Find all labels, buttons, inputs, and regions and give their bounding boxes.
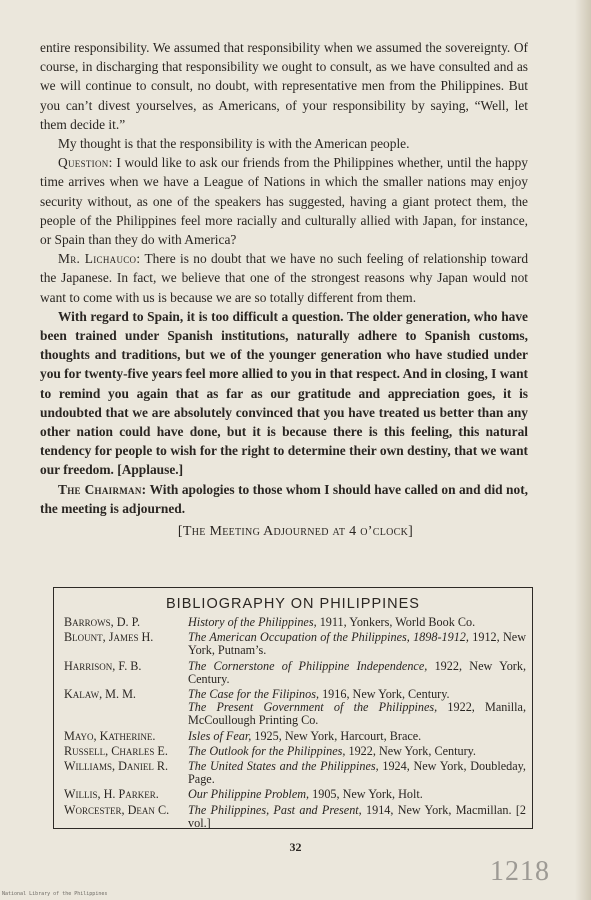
bibliography-author: Worcester, Dean C. xyxy=(64,802,170,817)
bibliography-entry xyxy=(64,688,526,728)
bibliography-author: Harrison, F. B. xyxy=(64,658,142,673)
work-title: Isles of Fear, xyxy=(188,728,252,743)
paragraph-chairman xyxy=(40,480,528,518)
page-number: 32 xyxy=(289,840,302,854)
bibliography-entry xyxy=(64,660,526,686)
bibliography-entry xyxy=(64,616,526,629)
bibliography-author: Kalaw, M. M. xyxy=(64,687,136,702)
bibliography-work xyxy=(188,745,526,758)
bibliography-entry xyxy=(64,745,526,758)
page-edge-shadow xyxy=(575,0,591,900)
bibliography-work xyxy=(188,730,526,743)
bibliography-works xyxy=(188,631,526,657)
bibliography-author: Blount, James H. xyxy=(64,630,154,645)
bibliography-works xyxy=(188,745,526,758)
paragraph-question xyxy=(40,153,528,249)
work-title: The Cornerstone of Philippine Independence, xyxy=(188,658,428,673)
bibliography-work xyxy=(188,788,526,801)
work-publication: 1916, New York, Century. xyxy=(319,687,450,702)
work-title: The United States and the Philippines, xyxy=(188,759,379,774)
bibliography-entry xyxy=(64,788,526,801)
bibliography-works xyxy=(188,788,526,801)
bibliography-author: Mayo, Katherine. xyxy=(64,728,156,743)
work-publication: 1912, New York, Putnam’s. xyxy=(188,630,527,658)
work-title: The Present Government of the Philippines, xyxy=(188,700,438,715)
speaker-lichauco: Mr. Lichauco: xyxy=(58,251,141,267)
paragraph-1: entire responsibility. We assumed that responsibility when we assumed the sovereignty. Of course, in discharging that responsibility we ought to consult, as we have consulted and as we will continue to consult, no doubt, with representative men from the Philippines. But you can’t divest yourselves, as Americans, of your responsibility by saying, “Well, let them decide it.” xyxy=(40,40,528,132)
meeting-adjourned-note: [The Meeting Adjourned at 4 o’clock] xyxy=(177,524,414,539)
bibliography-work xyxy=(188,804,526,830)
bibliography-works xyxy=(188,760,526,786)
paragraph-2: My thought is that the responsibility is with the American people. xyxy=(58,136,410,152)
bibliography-title: BIBLIOGRAPHY ON PHILIPPINES xyxy=(166,596,420,612)
work-title: The Case for the Filipinos, xyxy=(188,687,320,702)
work-title: The American Occupation of the Philippines, 1898-1912, xyxy=(188,630,469,645)
bibliography-author: Willis, H. Parker. xyxy=(64,787,159,802)
lichauco-text: There is no doubt that we have no such feeling of relationship toward the Japanese. In fact, we believe that one of the strongest reasons why Japan would not want to come with us is because we are so totally different from them. xyxy=(40,251,529,305)
work-publication: 1922, Manilla, McCoullough Printing Co. xyxy=(188,700,526,728)
work-title: The Philippines, Past and Present, xyxy=(188,802,362,817)
bibliography-author: Barrows, D. P. xyxy=(64,615,141,629)
bibliography-entry xyxy=(64,760,526,786)
work-title: Our Philippine Problem, xyxy=(188,787,310,802)
bibliography-entry xyxy=(64,730,526,743)
work-title: History of the Philippines, xyxy=(188,615,317,629)
bibliography-list xyxy=(64,616,526,832)
question-text: I would like to ask our friends from the Philippines whether, until the happy time arrives when we have a League of Nations in which the smaller nations may enjoy security without, as one of the speakers has suggested, having a giant protect them, the people of the Philippines feel more racially and culturally allied with Japan, for instance, or Spain than they do with America? xyxy=(40,155,529,248)
paragraph-spain: With regard to Spain, it is too difficult a question. The older generation, who have been trained under Spanish institutions, naturally adhere to Spanish customs, thoughts and traditions, but we of the younger generation who have studied under you for twenty-five years feel more allied to you in that respect. And in closing, I want to remind you again that as far as our gratitude and appreciation goes, it is undoubted that we are absolutely convinced that you have treated us better than any other nation could have done, but it is because there is this feeling, this natural tendency for people to wish for the right to determine their own destiny, that we want our freedom. [Applause.] xyxy=(40,308,528,478)
accession-stamp: 1218 xyxy=(490,856,550,887)
speaker-chairman: The Chairman: xyxy=(58,481,147,497)
bibliography-entry xyxy=(64,804,526,830)
bibliography-author: Russell, Charles E. xyxy=(64,743,168,758)
bibliography-entry xyxy=(64,631,526,657)
work-publication: 1924, New York, Doubleday, Page. xyxy=(188,759,526,787)
work-publication: 1911, Yonkers, World Book Co. xyxy=(316,615,476,629)
bibliography-work xyxy=(188,660,526,686)
work-title: The Outlook for the Philippines, xyxy=(188,743,346,758)
bibliography-work xyxy=(188,616,526,629)
paragraph-lichauco xyxy=(40,249,528,307)
bibliography-box xyxy=(53,587,533,829)
bibliography-works xyxy=(188,730,526,743)
bibliography-works xyxy=(188,616,526,629)
bibliography-works xyxy=(188,804,526,830)
work-publication: 1922, New York, Century. xyxy=(345,743,476,758)
work-publication: 1925, New York, Harcourt, Brace. xyxy=(251,728,422,743)
chairman-text: With apologies to those whom I should have called on and did not, the meeting is adjourned. xyxy=(40,481,529,516)
footer-credit: National Library of the Philippines xyxy=(2,891,108,897)
work-publication: 1905, New York, Holt. xyxy=(309,787,423,802)
bibliography-work xyxy=(188,701,526,727)
bibliography-work xyxy=(188,760,526,786)
work-publication: 1914, New York, Macmillan. [2 vol.] xyxy=(188,802,526,830)
speaker-question: Question: xyxy=(58,155,113,171)
bibliography-author: Williams, Daniel R. xyxy=(64,759,169,774)
work-publication: 1922, New York, Century. xyxy=(188,658,527,686)
page-body xyxy=(40,38,528,518)
bibliography-work xyxy=(188,631,526,657)
bibliography-works xyxy=(188,688,526,728)
bibliography-works xyxy=(188,660,526,686)
